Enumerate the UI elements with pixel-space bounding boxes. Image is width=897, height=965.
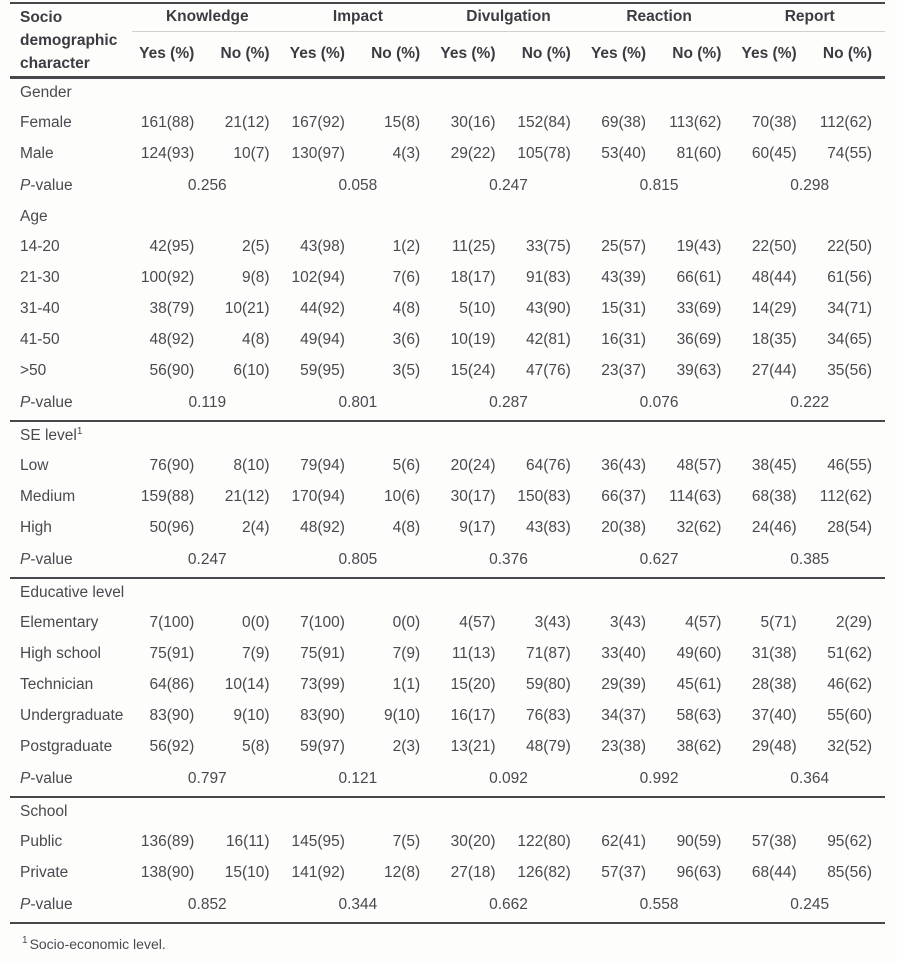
cell-value: 10(19)	[450, 331, 496, 349]
cell-value: 18(35)	[751, 331, 797, 349]
subheader-report-yes: Yes (%)	[734, 31, 809, 77]
pvalue-row-school	[10, 889, 885, 923]
cell-value: 10(7)	[233, 145, 270, 163]
cell-value: 48(92)	[300, 519, 345, 537]
table-body	[10, 77, 885, 923]
cell-value: 96(63)	[676, 864, 722, 882]
pvalue-cell: 0.558	[639, 896, 679, 914]
pvalue-cell: 0.121	[338, 770, 378, 788]
section-header-age: Age	[20, 208, 48, 226]
cell-value: 12(8)	[384, 864, 421, 882]
cell-value: 4(57)	[459, 614, 496, 632]
pvalue-label: P-value	[20, 896, 73, 914]
pvalue-label: P-value	[20, 770, 73, 788]
group-header-row	[10, 3, 885, 31]
group-header-knowledge: Knowledge	[132, 3, 283, 31]
cell-value: 29(39)	[601, 676, 647, 694]
row-label-undergraduate: Undergraduate	[20, 707, 124, 725]
footnote-text: Socio-economic level.	[29, 935, 166, 952]
cell-value: 64(76)	[525, 457, 571, 475]
pvalue-row-se-level	[10, 544, 885, 578]
cell-value: 33(69)	[676, 300, 722, 318]
group-header-impact: Impact	[283, 3, 434, 31]
cell-value: 3(6)	[392, 331, 421, 349]
cell-value: 21(12)	[224, 114, 270, 132]
cell-value: 2(29)	[835, 614, 872, 632]
cell-value: 4(8)	[392, 300, 421, 318]
cell-value: 31(38)	[751, 645, 797, 663]
cell-value: 27(44)	[751, 362, 797, 380]
pvalue-label: P-value	[20, 394, 73, 412]
cell-value: 113(62)	[669, 114, 722, 132]
cell-value: 9(10)	[233, 707, 270, 725]
pvalue-cell: 0.092	[489, 770, 528, 788]
cell-value: 48(57)	[676, 457, 722, 475]
section-row-gender	[10, 77, 885, 108]
row-label-21-30: 21-30	[20, 269, 60, 287]
pvalue-cell: 0.287	[489, 394, 528, 412]
pvalue-cell: 0.376	[489, 551, 528, 569]
cell-value: 70(38)	[751, 114, 797, 132]
row-label-private: Private	[20, 864, 69, 882]
pvalue-cell: 0.805	[338, 551, 378, 569]
cell-value: 58(63)	[676, 707, 722, 725]
pvalue-cell: 0.076	[639, 394, 679, 412]
cell-value: 141(92)	[291, 864, 345, 882]
socio-demographic-table	[10, 2, 885, 924]
cell-value: 57(37)	[601, 864, 647, 882]
cell-value: 114(63)	[669, 488, 722, 506]
pvalue-cell: 0.815	[639, 177, 679, 195]
table-row-41-50	[10, 325, 885, 356]
cell-value: 46(55)	[827, 457, 872, 475]
cell-value: 22(50)	[751, 238, 797, 256]
cell-value: 7(100)	[149, 614, 195, 632]
pvalue-label: P-value	[20, 177, 73, 195]
cell-value: 25(57)	[601, 238, 647, 256]
row-label-14-20: 14-20	[20, 238, 60, 256]
cell-value: 15(31)	[601, 300, 647, 318]
pvalue-row-age	[10, 387, 885, 421]
row-label-41-50: 41-50	[20, 331, 60, 349]
section-header-educative-level: Educative level	[10, 578, 885, 608]
cell-value: 8(10)	[233, 457, 270, 475]
cell-value: 11(13)	[451, 645, 496, 663]
cell-value: 49(94)	[300, 331, 345, 349]
cell-value: 60(45)	[751, 145, 797, 163]
cell-value: 37(40)	[751, 707, 797, 725]
footnote-marker: 1	[22, 935, 28, 947]
cell-value: 83(90)	[149, 707, 195, 725]
cell-value: 22(50)	[827, 238, 872, 256]
cell-value: 53(40)	[601, 145, 647, 163]
table-header	[10, 3, 885, 77]
cell-value: 7(5)	[392, 833, 421, 851]
section-row-se-level	[10, 421, 885, 451]
cell-value: 55(60)	[827, 707, 872, 725]
table-row-undergraduate	[10, 701, 885, 732]
subheader-divulgation-yes: Yes (%)	[433, 31, 508, 77]
cell-value: 66(61)	[676, 269, 722, 287]
cell-value: 126(82)	[517, 864, 571, 882]
cell-value: 68(38)	[751, 488, 797, 506]
cell-value: 130(97)	[291, 145, 345, 163]
cell-value: 46(62)	[827, 676, 872, 694]
cell-value: 68(44)	[751, 864, 797, 882]
table-row-31-40	[10, 294, 885, 325]
cell-value: 56(92)	[149, 738, 195, 756]
row-label--50: >50	[20, 362, 47, 380]
cell-value: 27(18)	[450, 864, 496, 882]
row-label-high-school: High school	[20, 645, 101, 663]
cell-value: 47(76)	[525, 362, 571, 380]
cell-value: 29(22)	[450, 145, 496, 163]
pvalue-cell: 0.222	[790, 394, 830, 412]
cell-value: 69(38)	[601, 114, 647, 132]
cell-value: 1(2)	[392, 238, 421, 256]
cell-value: 56(90)	[149, 362, 195, 380]
cell-value: 14(29)	[751, 300, 797, 318]
cell-value: 75(91)	[149, 645, 195, 663]
cell-value: 5(10)	[459, 300, 496, 318]
cell-value: 167(92)	[291, 114, 345, 132]
pvalue-cell: 0.119	[188, 394, 227, 412]
pvalue-label: P-value	[20, 551, 73, 569]
table-row-21-30	[10, 263, 885, 294]
cell-value: 48(79)	[525, 738, 571, 756]
cell-value: 43(98)	[300, 238, 345, 256]
cell-value: 71(87)	[525, 645, 571, 663]
cell-value: 30(16)	[450, 114, 496, 132]
cell-value: 13(21)	[450, 738, 496, 756]
cell-value: 161(88)	[140, 114, 195, 132]
cell-value: 4(8)	[392, 519, 421, 537]
cell-value: 0(0)	[392, 614, 421, 632]
subheader-divulgation-no: No (%)	[508, 31, 583, 77]
pvalue-cell: 0.627	[639, 551, 679, 569]
cell-value: 24(46)	[751, 519, 797, 537]
cell-value: 5(71)	[760, 614, 797, 632]
section-row-educative-level	[10, 578, 885, 608]
cell-value: 3(43)	[609, 614, 647, 632]
subheader-report-no: No (%)	[810, 31, 885, 77]
cell-value: 34(37)	[601, 707, 647, 725]
section-header-school: School	[10, 797, 885, 827]
table-row-elementary	[10, 608, 885, 639]
pvalue-cell: 0.797	[187, 770, 227, 788]
cell-value: 112(62)	[819, 114, 872, 132]
cell-value: 11(25)	[451, 238, 496, 256]
footnote-ref: 1	[76, 426, 83, 438]
row-label-high: High	[20, 519, 52, 537]
cell-value: 83(90)	[300, 707, 345, 725]
cell-value: 35(56)	[827, 362, 872, 380]
pvalue-cell: 0.662	[489, 896, 528, 914]
cell-value: 30(20)	[450, 833, 496, 851]
row-label-postgraduate: Postgraduate	[20, 738, 113, 756]
cell-value: 15(10)	[224, 864, 270, 882]
cell-value: 7(9)	[392, 645, 421, 663]
cell-value: 51(62)	[827, 645, 872, 663]
cell-value: 85(56)	[827, 864, 872, 882]
row-label-low: Low	[20, 457, 49, 475]
cell-value: 16(11)	[225, 833, 270, 851]
group-header-divulgation: Divulgation	[433, 3, 584, 31]
cell-value: 159(88)	[140, 488, 195, 506]
row-label-male: Male	[20, 145, 54, 163]
pvalue-cell: 0.344	[338, 896, 378, 914]
cell-value: 2(4)	[242, 519, 270, 537]
cell-value: 75(91)	[300, 645, 345, 663]
cell-value: 28(38)	[751, 676, 797, 694]
cell-value: 66(37)	[601, 488, 647, 506]
section-header-gender: Gender	[20, 84, 72, 102]
cell-value: 95(62)	[827, 833, 872, 851]
cell-value: 102(94)	[291, 269, 345, 287]
cell-value: 19(43)	[676, 238, 722, 256]
cell-value: 136(89)	[140, 833, 195, 851]
pvalue-cell: 0.385	[790, 551, 830, 569]
cell-value: 28(54)	[827, 519, 872, 537]
cell-value: 90(59)	[676, 833, 722, 851]
cell-value: 10(6)	[384, 488, 421, 506]
cell-value: 74(55)	[827, 145, 872, 163]
cell-value: 48(92)	[149, 331, 195, 349]
cell-value: 152(84)	[517, 114, 571, 132]
table-row-14-20	[10, 232, 885, 263]
table-row-low	[10, 451, 885, 482]
subheader-impact-yes: Yes (%)	[283, 31, 358, 77]
cell-value: 59(80)	[525, 676, 571, 694]
cell-value: 57(38)	[751, 833, 797, 851]
cell-value: 2(5)	[242, 238, 270, 256]
cell-value: 3(5)	[392, 362, 421, 380]
subheader-row	[10, 31, 885, 77]
cell-value: 0(0)	[242, 614, 270, 632]
cell-value: 39(63)	[676, 362, 722, 380]
group-header-report: Report	[734, 3, 885, 31]
cell-value: 3(43)	[534, 614, 571, 632]
row-label-public: Public	[20, 833, 63, 851]
cell-value: 33(75)	[525, 238, 571, 256]
cell-value: 91(83)	[525, 269, 571, 287]
pvalue-cell: 0.852	[187, 896, 227, 914]
cell-value: 105(78)	[517, 145, 571, 163]
cell-value: 7(100)	[300, 614, 345, 632]
cell-value: 81(60)	[676, 145, 722, 163]
table-row-medium	[10, 482, 885, 513]
table-row--50	[10, 356, 885, 387]
cell-value: 2(3)	[392, 738, 421, 756]
cell-value: 5(8)	[242, 738, 270, 756]
cell-value: 76(90)	[149, 457, 195, 475]
subheader-impact-no: No (%)	[358, 31, 433, 77]
cell-value: 7(6)	[392, 269, 421, 287]
cell-value: 16(31)	[601, 331, 647, 349]
cell-value: 42(95)	[149, 238, 195, 256]
cell-value: 50(96)	[149, 519, 195, 537]
pvalue-cell: 0.298	[790, 177, 830, 195]
cell-value: 15(8)	[384, 114, 421, 132]
cell-value: 5(6)	[392, 457, 421, 475]
subheader-reaction-yes: Yes (%)	[584, 31, 659, 77]
corner-header: Socio demographic character	[10, 3, 132, 77]
table-row-high	[10, 513, 885, 544]
cell-value: 4(8)	[242, 331, 270, 349]
cell-value: 49(60)	[676, 645, 722, 663]
cell-value: 138(90)	[140, 864, 195, 882]
table-row-technician	[10, 670, 885, 701]
cell-value: 6(10)	[233, 362, 270, 380]
cell-value: 43(83)	[525, 519, 571, 537]
pvalue-cell: 0.801	[338, 394, 378, 412]
table-row-high-school	[10, 639, 885, 670]
cell-value: 9(8)	[242, 269, 270, 287]
cell-value: 145(95)	[291, 833, 345, 851]
pvalue-cell: 0.364	[790, 770, 830, 788]
cell-value: 34(71)	[827, 300, 872, 318]
table-row-postgraduate	[10, 732, 885, 763]
cell-value: 38(45)	[751, 457, 797, 475]
cell-value: 10(14)	[224, 676, 270, 694]
cell-value: 23(38)	[601, 738, 647, 756]
cell-value: 64(86)	[149, 676, 195, 694]
cell-value: 45(61)	[676, 676, 722, 694]
cell-value: 48(44)	[751, 269, 797, 287]
cell-value: 23(37)	[601, 362, 647, 380]
cell-value: 150(83)	[517, 488, 571, 506]
table-row-private	[10, 858, 885, 889]
cell-value: 33(40)	[601, 645, 647, 663]
cell-value: 36(43)	[601, 457, 647, 475]
cell-value: 43(90)	[525, 300, 571, 318]
table-row-public	[10, 827, 885, 858]
cell-value: 1(1)	[392, 676, 421, 694]
pvalue-cell: 0.256	[187, 177, 227, 195]
cell-value: 20(38)	[601, 519, 647, 537]
cell-value: 38(62)	[676, 738, 722, 756]
cell-value: 100(92)	[140, 269, 195, 287]
cell-value: 43(39)	[601, 269, 647, 287]
pvalue-cell: 0.058	[338, 177, 378, 195]
cell-value: 79(94)	[300, 457, 345, 475]
pvalue-row-gender	[10, 170, 885, 203]
cell-value: 7(9)	[242, 645, 270, 663]
table-row-male	[10, 139, 885, 170]
cell-value: 170(94)	[291, 488, 345, 506]
section-row-school	[10, 797, 885, 827]
pvalue-cell: 0.247	[187, 551, 227, 569]
cell-value: 76(83)	[525, 707, 571, 725]
cell-value: 15(20)	[450, 676, 496, 694]
cell-value: 16(17)	[450, 707, 496, 725]
cell-value: 9(10)	[384, 707, 421, 725]
pvalue-cell: 0.992	[639, 770, 679, 788]
section-row-age	[10, 203, 885, 232]
row-label-elementary: Elementary	[20, 614, 99, 632]
cell-value: 32(62)	[676, 519, 722, 537]
footnote	[22, 936, 885, 952]
cell-value: 30(17)	[450, 488, 496, 506]
table-row-female	[10, 108, 885, 139]
cell-value: 4(57)	[685, 614, 722, 632]
subheader-knowledge-yes: Yes (%)	[132, 31, 207, 77]
cell-value: 44(92)	[300, 300, 345, 318]
pvalue-row-educative-level	[10, 763, 885, 797]
cell-value: 10(21)	[224, 300, 270, 318]
cell-value: 38(79)	[149, 300, 195, 318]
cell-value: 36(69)	[676, 331, 722, 349]
pvalue-cell: 0.245	[790, 896, 830, 914]
group-header-reaction: Reaction	[584, 3, 735, 31]
row-label-female: Female	[20, 114, 72, 132]
subheader-reaction-no: No (%)	[659, 31, 734, 77]
cell-value: 20(24)	[450, 457, 496, 475]
cell-value: 21(12)	[224, 488, 270, 506]
cell-value: 112(62)	[819, 488, 872, 506]
subheader-knowledge-no: No (%)	[207, 31, 282, 77]
cell-value: 42(81)	[525, 331, 571, 349]
cell-value: 9(17)	[459, 519, 496, 537]
cell-value: 32(52)	[827, 738, 872, 756]
row-label-technician: Technician	[20, 676, 94, 694]
cell-value: 15(24)	[450, 362, 496, 380]
row-label-medium: Medium	[20, 488, 76, 506]
cell-value: 18(17)	[450, 269, 496, 287]
cell-value: 122(80)	[517, 833, 571, 851]
cell-value: 59(95)	[300, 362, 345, 380]
section-header-se-level: SE level$^1$	[10, 421, 885, 451]
cell-value: 59(97)	[300, 738, 345, 756]
cell-value: 124(93)	[140, 145, 195, 163]
pvalue-cell: 0.247	[489, 177, 528, 195]
cell-value: 61(56)	[827, 269, 872, 287]
cell-value: 73(99)	[300, 676, 345, 694]
cell-value: 29(48)	[751, 738, 797, 756]
row-label-31-40: 31-40	[20, 300, 60, 318]
cell-value: 4(3)	[392, 145, 421, 163]
cell-value: 62(41)	[601, 833, 647, 851]
cell-value: 34(65)	[827, 331, 872, 349]
